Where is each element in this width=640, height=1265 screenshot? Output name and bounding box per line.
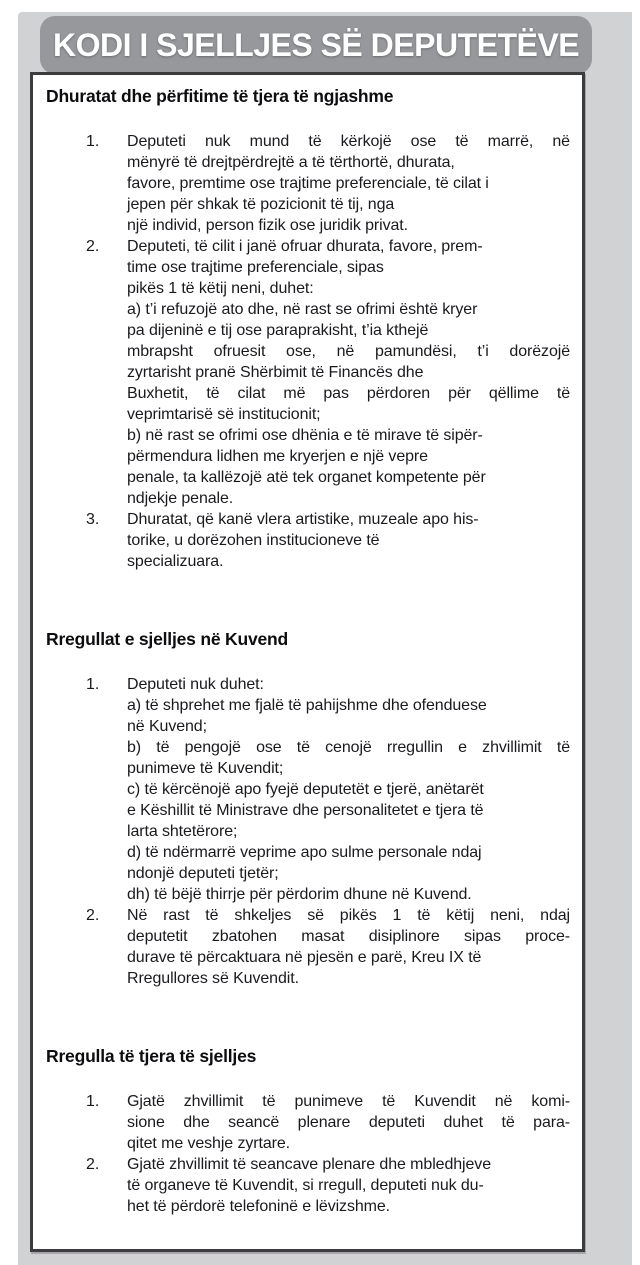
text-line: ndonjë deputeti tjetër; bbox=[127, 865, 279, 882]
item-list bbox=[46, 131, 570, 572]
section bbox=[46, 628, 570, 989]
text-line: torike, u dorëzohen institucioneve të bbox=[127, 532, 380, 549]
text-line: e Këshillit të Ministrave dhe personalitetet e tjera të bbox=[127, 802, 484, 819]
section bbox=[46, 1045, 570, 1217]
text-line: përmendura lidhen me kryerjen e një vepre bbox=[127, 448, 428, 465]
item-number: 2. bbox=[86, 1156, 100, 1173]
text-line: Në rast të shkeljes së pikës 1 të këtij neni, ndaj bbox=[127, 907, 570, 924]
text-line: a) t’i refuzojë ato dhe, në rast se ofrimi është kryer bbox=[127, 301, 478, 318]
item-body bbox=[127, 509, 570, 572]
text-line: Rregullores së Kuvendit. bbox=[127, 970, 299, 987]
item-number: 1. bbox=[86, 676, 100, 693]
text-line: Gjatë zhvillimit të punimeve të Kuvendit në komi- bbox=[127, 1093, 570, 1110]
item-body bbox=[127, 1091, 570, 1154]
list-item bbox=[46, 509, 570, 572]
text-line: mënyrë të drejtpërdrejtë a të tërthortë, dhurata, bbox=[127, 154, 455, 171]
text-line: c) të kërcënojë apo fyejë deputetët e tjerë, anëtarët bbox=[127, 781, 484, 798]
sections bbox=[46, 85, 570, 1217]
text-line: sione dhe seancë plenare deputeti duhet të para- bbox=[127, 1114, 570, 1131]
text-line: Deputeti nuk duhet: bbox=[127, 676, 264, 693]
text-line: një individ, person fizik ose juridik privat. bbox=[127, 217, 408, 234]
text-line: larta shtetërore; bbox=[127, 823, 238, 840]
text-line: Dhuratat, që kanë vlera artistike, muzeale apo his- bbox=[127, 511, 479, 528]
content-box bbox=[30, 72, 585, 1252]
text-line: time ose trajtime preferenciale, sipas bbox=[127, 259, 384, 276]
item-number: 3. bbox=[86, 511, 100, 528]
list-item bbox=[46, 1154, 570, 1217]
text-line: het të përdorë telefoninë e lëvizshme. bbox=[127, 1198, 391, 1215]
item-number: 2. bbox=[86, 238, 100, 255]
list-item bbox=[46, 905, 570, 989]
section-heading: Dhuratat dhe përfitime të tjera të ngjashme bbox=[46, 86, 394, 106]
text-line: Gjatë zhvillimit të seancave plenare dhe mbledhjeve bbox=[127, 1156, 491, 1173]
item-body bbox=[127, 236, 570, 509]
page-title: KODI I SJELLJES SË DEPUTETËVE bbox=[52, 26, 580, 63]
item-number: 1. bbox=[86, 1093, 100, 1110]
list-item bbox=[46, 1091, 570, 1154]
text-line: favore, premtime ose trajtime preferenciale, të cilat i bbox=[127, 175, 489, 192]
text-line: a) të shprehet me fjalë të pahijshme dhe ofenduese bbox=[127, 697, 487, 714]
text-line: zyrtarisht pranë Shërbimit të Financës dhe bbox=[127, 364, 424, 381]
item-body bbox=[127, 131, 570, 236]
list-item bbox=[46, 236, 570, 509]
section-heading: Rregulla të tjera të sjelljes bbox=[46, 1046, 257, 1066]
text-line: d) të ndërmarrë veprime apo sulme personale ndaj bbox=[127, 844, 482, 861]
text-line: Buxhetit, të cilat më pas përdoren për qëllime të bbox=[127, 385, 570, 402]
text-line: deputetit zbatohen masat disiplinore sipas proce- bbox=[127, 928, 570, 945]
item-body bbox=[127, 1154, 570, 1217]
item-body bbox=[127, 674, 570, 905]
text-line: veprimtarisë së institucionit; bbox=[127, 406, 321, 423]
text-line: në Kuvend; bbox=[127, 718, 207, 735]
text-line: Deputeti, të cilit i janë ofruar dhurata, favore, prem- bbox=[127, 238, 483, 255]
title-banner bbox=[40, 16, 592, 74]
text-line: ndjekje penale. bbox=[127, 490, 234, 507]
item-list bbox=[46, 1091, 570, 1217]
section bbox=[46, 85, 570, 572]
text-line: b) të pengojë ose të cenojë rregullin e zhvillimit të bbox=[127, 739, 570, 756]
text-line: mbrapsht ofruesit ose, në pamundësi, t’i dorëzojë bbox=[127, 343, 570, 360]
list-item bbox=[46, 674, 570, 905]
text-line: jepen për shkak të pozicionit të tij, nga bbox=[127, 196, 395, 213]
text-line: dh) të bëjë thirrje për përdorim dhune në Kuvend. bbox=[127, 886, 472, 903]
text-line: pikës 1 të këtij neni, duhet: bbox=[127, 280, 314, 297]
item-number: 1. bbox=[86, 133, 100, 150]
text-line: të organeve të Kuvendit, si rregull, deputeti nuk du- bbox=[127, 1177, 484, 1194]
item-list bbox=[46, 674, 570, 989]
item-body bbox=[127, 905, 570, 989]
text-line: penale, ta kallëzojë atë tek organet kompetente për bbox=[127, 469, 486, 486]
section-heading: Rregullat e sjelljes në Kuvend bbox=[46, 629, 288, 649]
text-line: Deputeti nuk mund të kërkojë ose të marrë, në bbox=[127, 133, 570, 150]
text-line: durave të përcaktuara në pjesën e parë, Kreu IX të bbox=[127, 949, 482, 966]
text-line: pa dijeninë e tij ose paraprakisht, t’ia kthejë bbox=[127, 322, 429, 339]
text-line: qitet me veshje zyrtare. bbox=[127, 1135, 290, 1152]
list-item bbox=[46, 131, 570, 236]
text-line: b) në rast se ofrimi ose dhënia e të mirave të sipër- bbox=[127, 427, 483, 444]
text-line: punimeve të Kuvendit; bbox=[127, 760, 284, 777]
text-line: specializuara. bbox=[127, 553, 224, 570]
item-number: 2. bbox=[86, 907, 100, 924]
